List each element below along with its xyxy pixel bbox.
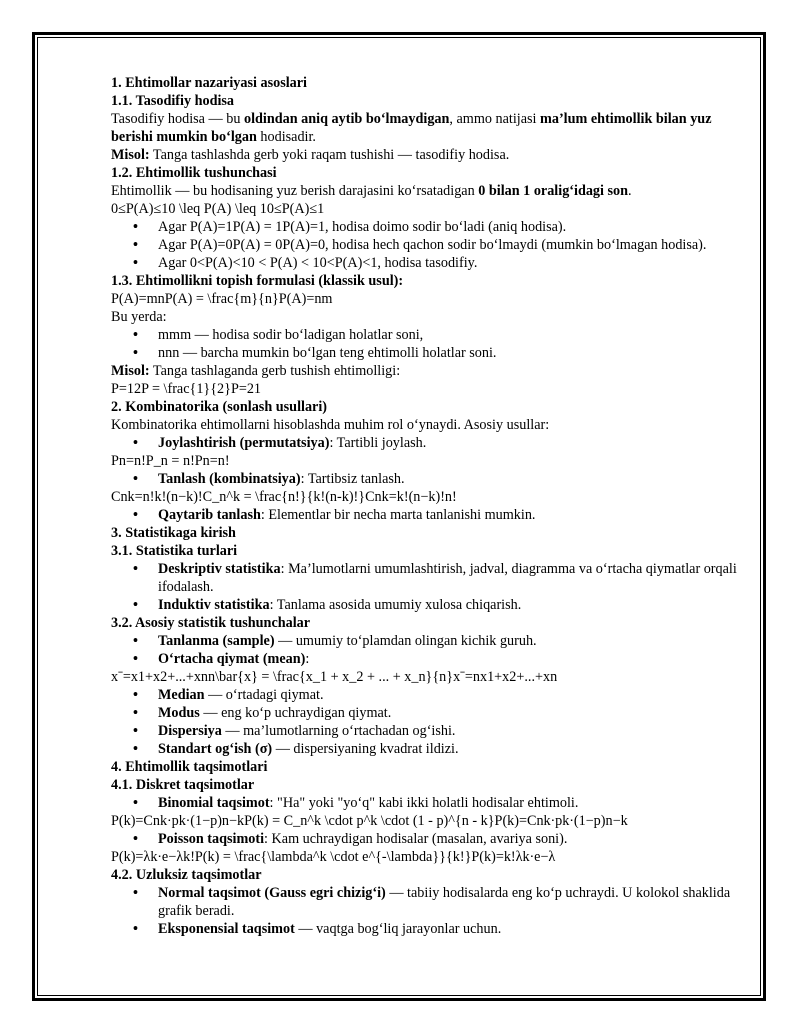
heading-3-2: 3.2. Asosiy statistik tushunchalar [111,615,311,631]
heading-4-1: 4.1. Diskret taqsimotlar [111,777,255,793]
list-item: • Tanlanma (sample) — umumiy to‘plamdan olingan kichik guruh. [111,632,741,650]
heading-1-2: 1.2. Ehtimollik tushunchasi [111,165,277,181]
list-item: • mmm — hodisa sodir bo‘ladigan holatlar soni, [111,326,741,344]
formula-4: Pn=n!P_n = n!Pn=n! [111,453,230,469]
list-variables [111,326,741,362]
formula-7: P(k)=Cnk⋅pk⋅(1−p)n−kP(k) = C_n^k \cdot p^k \cdot (1 - p)^{n - k}P(k)=Cnk⋅pk⋅(1−p)n−k [111,813,628,829]
list-item: • O‘rtacha qiymat (mean): [111,650,741,668]
paragraph-kombinatorika: Kombinatorika ehtimollarni hisoblashda muhim rol o‘ynaydi. Asosiy usullar: [111,417,550,433]
heading-3: 3. Statistikaga kirish [111,525,236,541]
list-item: • Qaytarib tanlash: Elementlar bir necha marta tanlanishi mumkin. [111,506,741,524]
heading-2: 2. Kombinatorika (sonlash usullari) [111,399,328,415]
example-1: Misol: Tanga tashlashda gerb yoki raqam tushishi — tasodifiy hodisa. [111,147,510,163]
heading-1-3: 1.3. Ehtimollikni topish formulasi (klassik usul): [111,273,404,289]
list-item: • nnn — barcha mumkin bo‘lgan teng ehtimolli holatlar soni. [111,344,741,362]
list-item: • Poisson taqsimoti: Kam uchraydigan hodisalar (masalan, avariya soni). [111,830,741,848]
formula-5: Cnk=n!k!(n−k)!C_n^k = \frac{n!}{k!(n-k)!}Cnk=k!(n−k)!n! [111,489,457,505]
list-item: • Binomial taqsimot: "Ha" yoki "yo‘q" kabi ikki holatli hodisalar ehtimoli. [111,794,741,812]
list-item: • Dispersiya — ma’lumotlarning o‘rtachadan og‘ishi. [111,722,741,740]
list-item: • Agar P(A)=1P(A) = 1P(A)=1, hodisa doimo sodir bo‘ladi (aniq hodisa). [111,218,741,236]
list-item: • Tanlash (kombinatsiya): Tartibsiz tanlash. [111,470,741,488]
formula-3: P=12P = \frac{1}{2}P=21 [111,381,262,397]
list-item: • Agar P(A)=0P(A) = 0P(A)=0, hodisa hech qachon sodir bo‘lmaydi (mumkin bo‘lmagan hodisa). [111,236,741,254]
formula-8: P(k)=λk⋅e−λk!P(k) = \frac{\lambda^k \cdot e^{-\lambda}}{k!}P(k)=k!λk⋅e−λ [111,849,556,865]
heading-1: 1. Ehtimollar nazariyasi asoslari [111,75,307,91]
heading-3-1: 3.1. Statistika turlari [111,543,238,559]
list-item: • Standart og‘ish (σ) — dispersiyaning kvadrat ildizi. [111,740,741,758]
formula-6: xˉ=x1+x2+...+xnn\bar{x} = \frac{x_1 + x_2 + ... + x_n}{n}xˉ=nx1+x2+...+xn [111,669,558,685]
list-item: • Median — o‘rtadagi qiymat. [111,686,741,704]
list-item: • Agar 0<P(A)<10 < P(A) < 10<P(A)<1, hodisa tasodifiy. [111,254,741,272]
list-probability-cases [111,218,741,272]
document-body [111,74,741,938]
formula-1: 0≤P(A)≤10 \leq P(A) \leq 10≤P(A)≤1 [111,201,325,217]
heading-1-1: 1.1. Tasodifiy hodisa [111,93,235,109]
list-item: • Joylashtirish (permutatsiya): Tartibli joylash. [111,434,741,452]
formula-2: P(A)=mnP(A) = \frac{m}{n}P(A)=nm [111,291,333,307]
list-item: • Modus — eng ko‘p uchraydigan qiymat. [111,704,741,722]
heading-4-2: 4.2. Uzluksiz taqsimotlar [111,867,262,883]
list-item: • Induktiv statistika: Tanlama asosida umumiy xulosa chiqarish. [111,596,741,614]
list-item: • Deskriptiv statistika: Ma’lumotlarni umumlashtirish, jadval, diagramma va o‘rtacha qiymatlar orqali ifodalash. [111,560,741,596]
paragraph-tasodifiy: Tasodifiy hodisa — bu oldindan aniq aytib bo‘lmaydigan, ammo natijasi ma’lum ehtimollik bilan yuz berishi mumkin bo‘lgan hodisadir. [111,111,712,145]
text-bu-yerda: Bu yerda: [111,309,167,325]
example-2: Misol: Tanga tashlaganda gerb tushish ehtimolligi: [111,363,401,379]
heading-4: 4. Ehtimollik taqsimotlari [111,759,268,775]
list-item: • Normal taqsimot (Gauss egri chizig‘i) — tabiiy hodisalarda eng ko‘p uchraydi. U kolokol shaklida grafik beradi. [111,884,741,920]
list-item: • Eksponensial taqsimot — vaqtga bog‘liq jarayonlar uchun. [111,920,741,938]
paragraph-ehtimollik: Ehtimollik — bu hodisaning yuz berish darajasini ko‘rsatadigan 0 bilan 1 oralig‘idagi son. [111,183,632,199]
